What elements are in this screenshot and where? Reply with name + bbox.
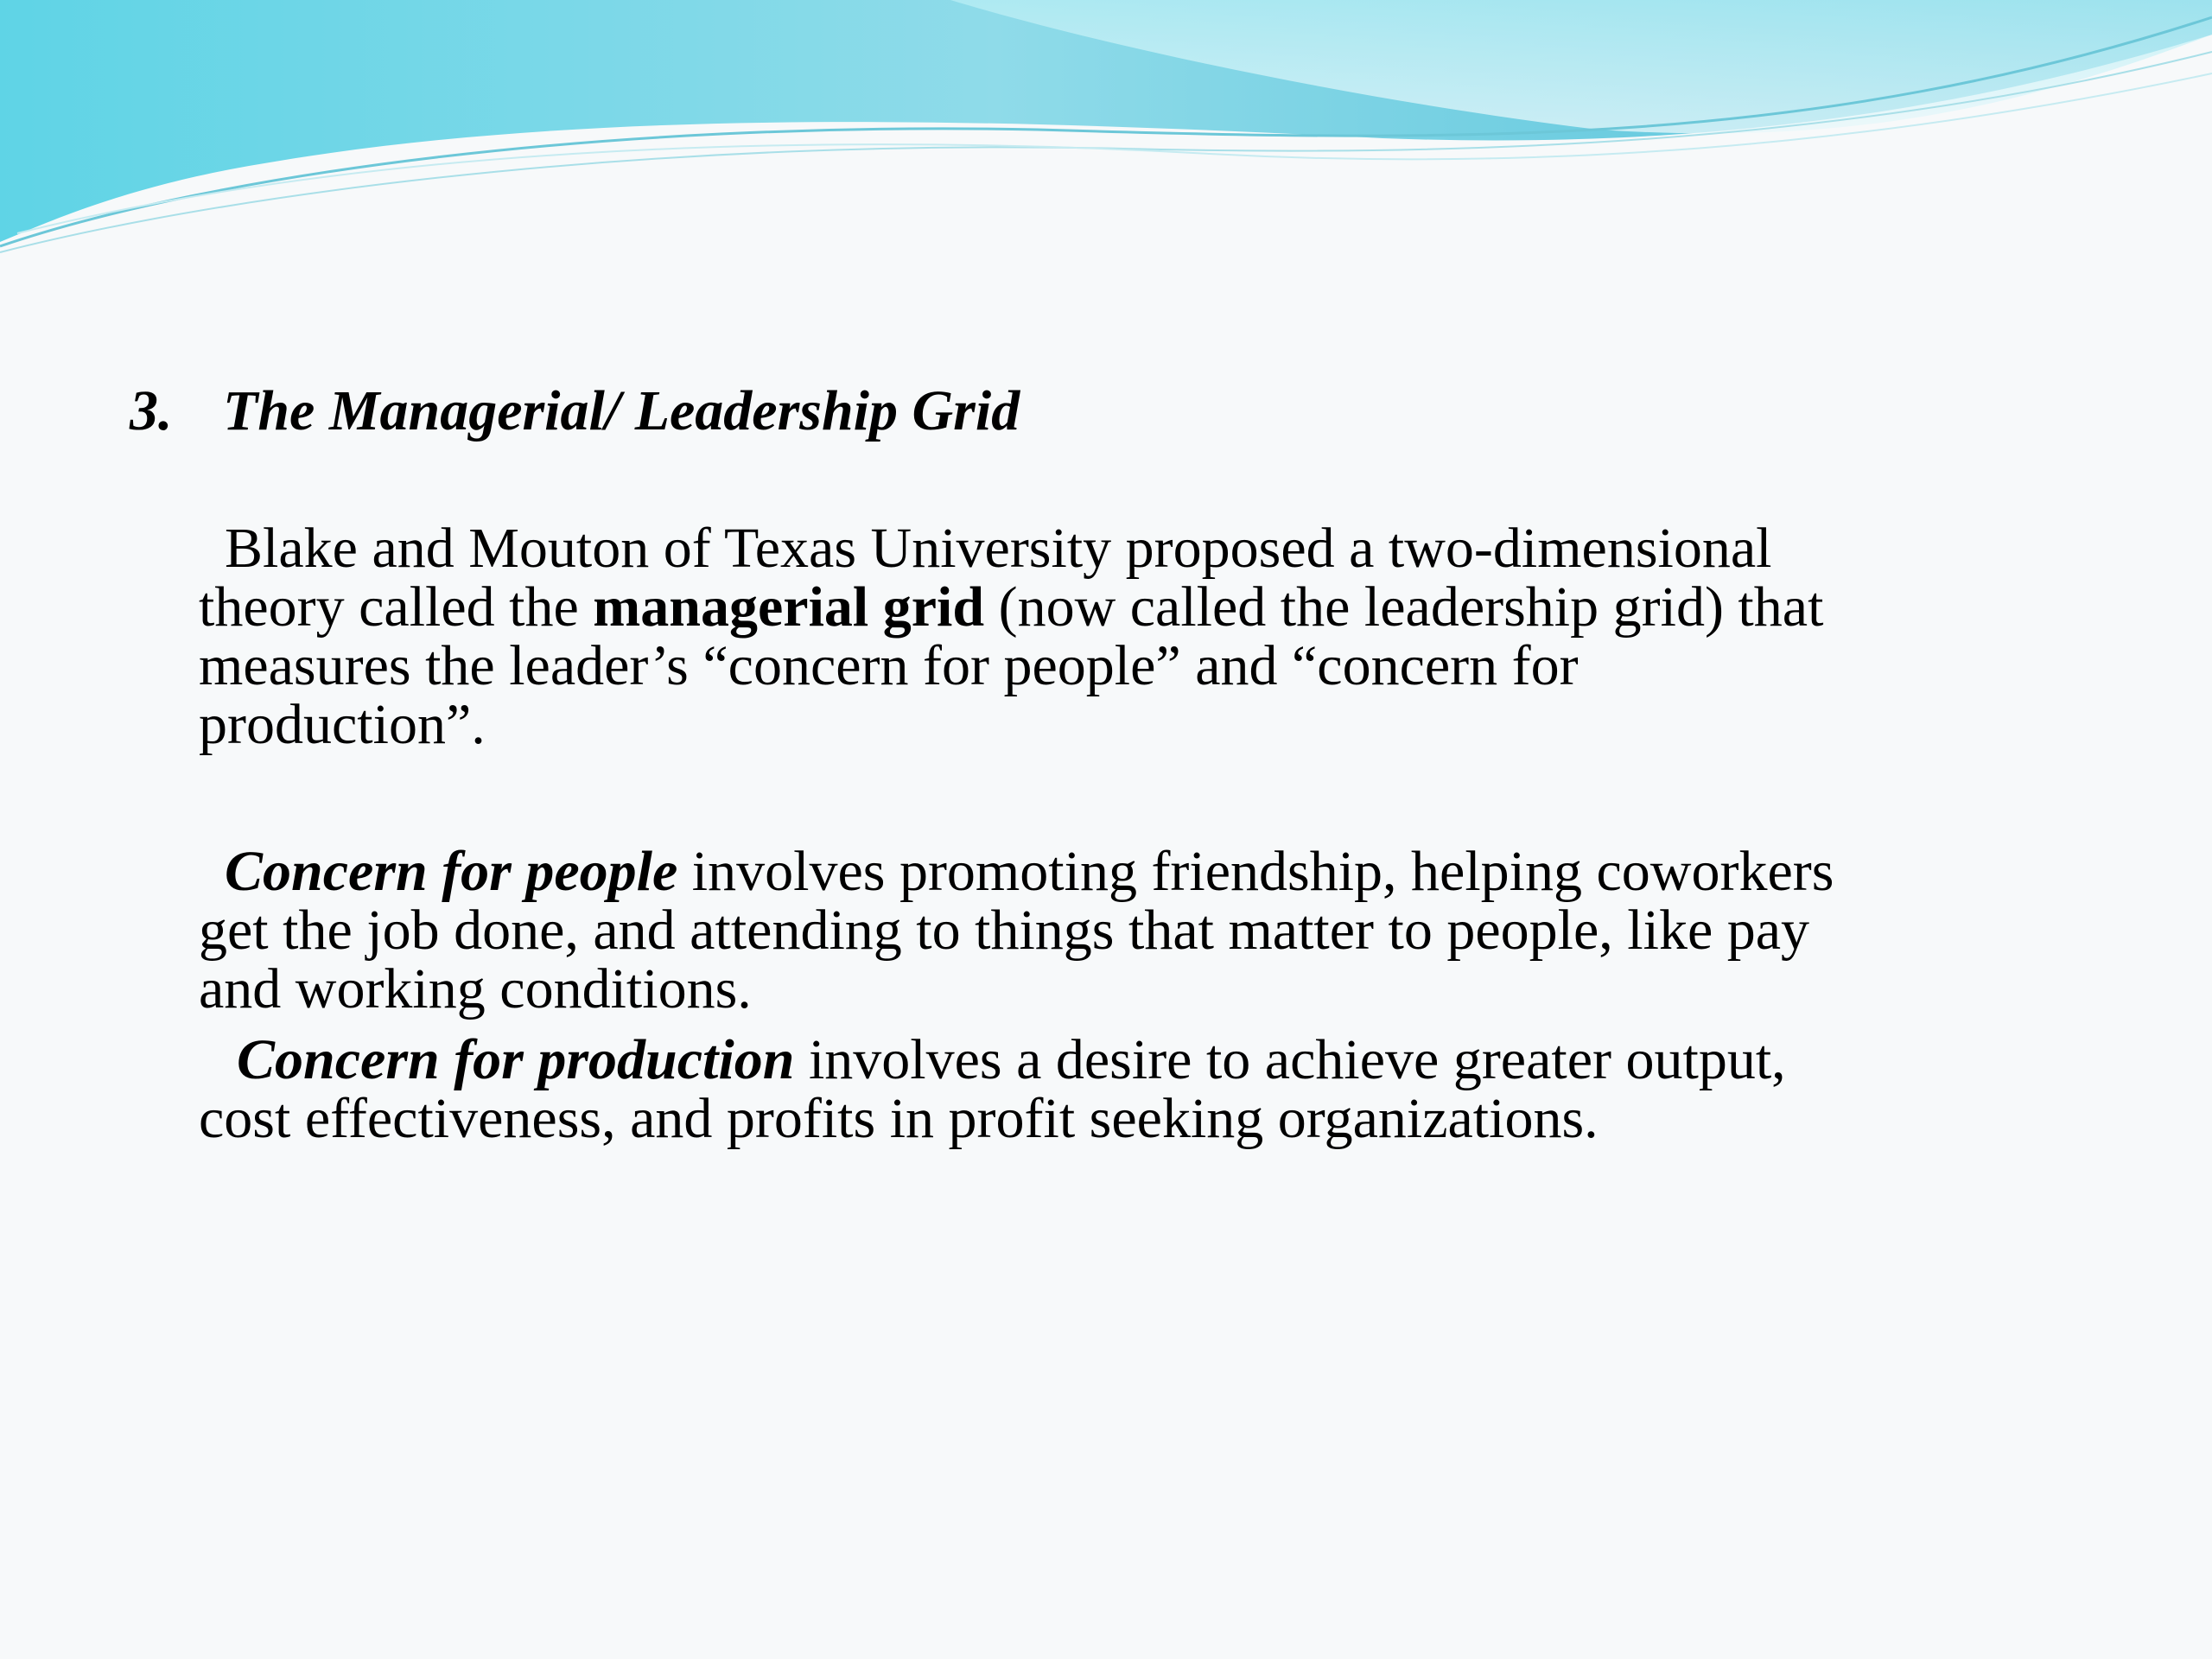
paragraph-concern-for-production [130,1027,1858,1150]
heading-number: 3. [130,379,173,442]
production-text: involves a desire to achieve greater output, cost effectiveness, and profits in profit seeking organizations. [199,1027,1786,1150]
paragraph-grid-intro [130,516,1858,756]
intro-text: Blake and Mouton of Texas University proposed a two-dimensional theory called the [199,516,1772,639]
heading-title: The Managerial/ Leadership Grid [223,379,1020,442]
intro-text-rest: (now called the leadership grid) that measures the leader’s “concern for people” and “concern for production”. [199,575,1824,756]
slide-heading [130,380,1858,443]
paragraph-concern-for-people [130,839,1858,1020]
decorative-wave-header [0,0,2212,259]
intro-term-managerial-grid: managerial grid [593,575,985,639]
term-concern-for-production: Concern for production [237,1027,795,1091]
term-concern-for-people: Concern for people [225,839,678,903]
people-text: involves promoting friendship, helping coworkers get the job done, and attending to things that matter to people, like pay and working conditions. [199,839,1834,1020]
slide-body [130,380,1858,1148]
